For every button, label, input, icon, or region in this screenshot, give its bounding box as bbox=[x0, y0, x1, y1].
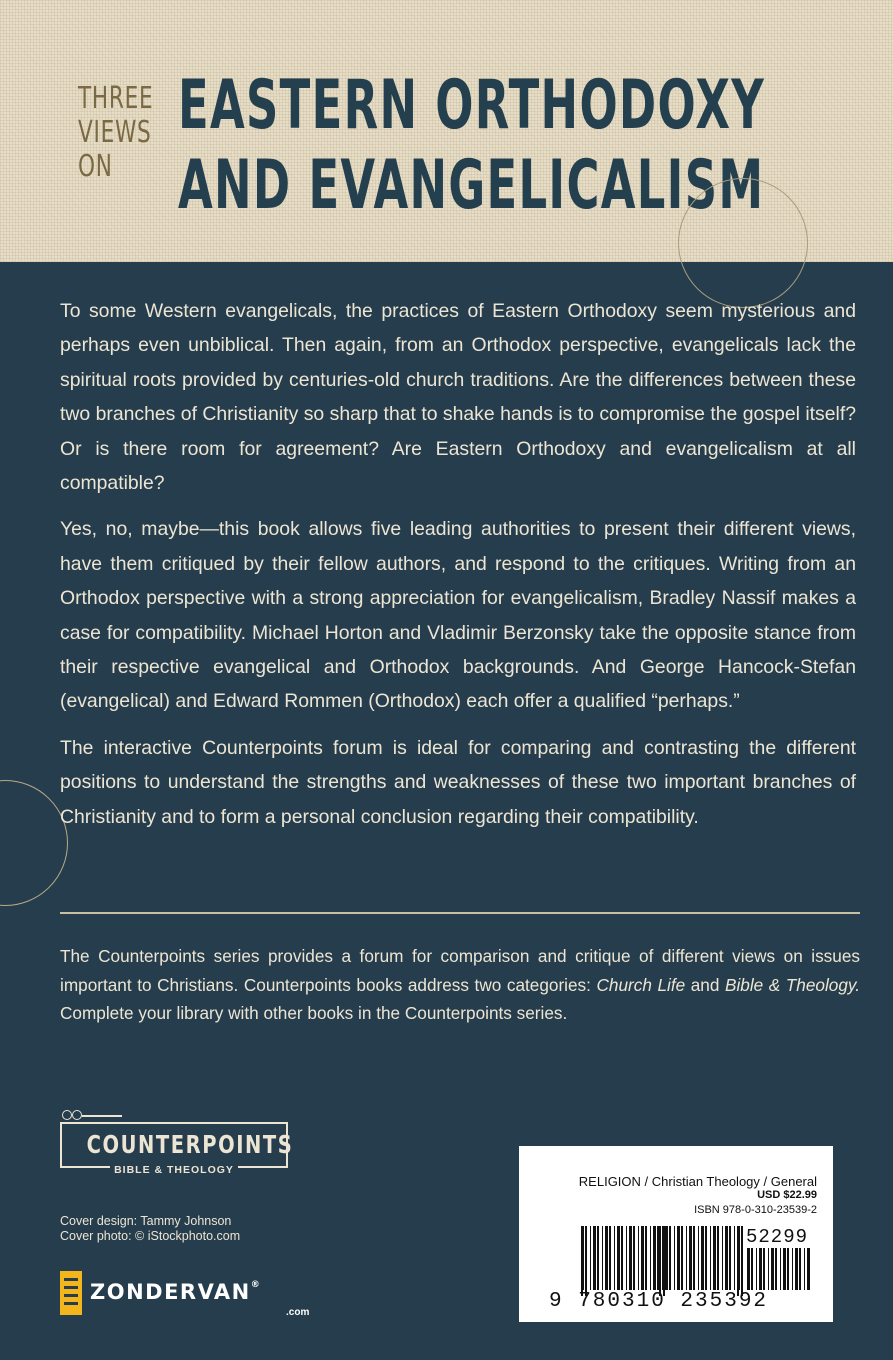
series-label-line: VIEWS bbox=[78, 115, 152, 150]
barcode-guard-bar bbox=[663, 1226, 665, 1296]
barcode-bar bbox=[693, 1226, 695, 1290]
ean-digits: 9 780310 235392 bbox=[549, 1290, 769, 1313]
barcode-bar bbox=[807, 1248, 810, 1290]
series-description bbox=[60, 942, 860, 1028]
zondervan-logo bbox=[60, 1270, 320, 1320]
barcode-bar bbox=[717, 1226, 719, 1290]
barcode-bar bbox=[662, 1226, 663, 1290]
barcode-bar bbox=[602, 1226, 603, 1290]
counterpoints-dots-icon bbox=[60, 1108, 120, 1122]
book-title-line-2: AND EVANGELICALISM bbox=[178, 146, 765, 225]
barcode-bar bbox=[759, 1248, 762, 1290]
zondervan-mark-icon bbox=[60, 1271, 82, 1315]
barcode-bar bbox=[729, 1226, 731, 1290]
barcode-bar bbox=[698, 1226, 699, 1290]
barcode-guard-bar bbox=[659, 1226, 661, 1296]
barcode-bar bbox=[621, 1226, 623, 1290]
bisac-category: RELIGION / Christian Theology / General bbox=[578, 1174, 817, 1189]
barcode-bar bbox=[756, 1248, 757, 1290]
barcode-bar bbox=[590, 1226, 591, 1290]
price-code: 52299 bbox=[746, 1226, 809, 1248]
barcode-bar bbox=[677, 1226, 680, 1290]
barcode-bar bbox=[609, 1226, 611, 1290]
description-paragraph-1: To some Western evangelicals, the practices of Eastern Orthodoxy seem mysterious and perhaps even unbiblical. Then again, from an Orthodox perspective, evangelicals lack the spiritual roots provided by centuries-old church traditions. Are the differences between these two branches of Christianity so sharp that to shake hands is to compromise the gospel itself? Or is there room for agreement? Are Eastern Orthodoxy and evangelicalism at all compatible? bbox=[60, 300, 856, 495]
counterpoints-word: COUNTERPOINTS bbox=[86, 1130, 294, 1159]
barcode-bar bbox=[710, 1226, 711, 1290]
barcode-bar bbox=[645, 1226, 647, 1290]
barcode-bar bbox=[674, 1226, 675, 1290]
series-text-end: Complete your library with other books in the Counterpoints series. bbox=[60, 1003, 568, 1023]
cover-design-credit: Cover design: Tammy Johnson bbox=[60, 1214, 232, 1228]
section-divider bbox=[60, 912, 860, 914]
price: USD $22.99 bbox=[757, 1189, 817, 1201]
barcode-guard-bar bbox=[741, 1226, 743, 1296]
description-paragraph-3: The interactive Counterpoints forum is ideal for comparing and contrasting the different positions to understand the strengths and weaknesses of these two important branches of Christianity and to form a personal conclusion regarding their compatibility. bbox=[60, 736, 856, 828]
barcode-bar bbox=[593, 1226, 596, 1290]
barcode-bar bbox=[638, 1226, 639, 1290]
cover-photo-credit: Cover photo: © iStockphoto.com bbox=[60, 1229, 241, 1243]
barcode-bar bbox=[597, 1226, 599, 1290]
series-label-line: THREE bbox=[78, 81, 154, 116]
isbn: ISBN 978-0-310-23539-2 bbox=[694, 1204, 817, 1216]
barcode-bar bbox=[768, 1248, 769, 1290]
zondervan-name: ZONDERVAN bbox=[90, 1280, 251, 1304]
series-label bbox=[78, 81, 154, 184]
barcode-bar bbox=[783, 1248, 786, 1290]
barcode-bar bbox=[751, 1248, 753, 1290]
barcode-bar bbox=[705, 1226, 707, 1290]
category-church-life: Church Life bbox=[596, 974, 686, 995]
barcode-bar bbox=[799, 1248, 801, 1290]
barcode-bar bbox=[657, 1226, 659, 1290]
barcode-bar bbox=[686, 1226, 687, 1290]
barcode-bar bbox=[763, 1248, 765, 1290]
barcode-bar bbox=[650, 1226, 651, 1290]
barcode-bar bbox=[792, 1248, 793, 1290]
barcode-bar bbox=[669, 1226, 671, 1290]
barcode-bar bbox=[617, 1226, 620, 1290]
barcode-panel bbox=[519, 1146, 833, 1322]
counterpoints-box bbox=[60, 1122, 294, 1168]
series-label-line: ON bbox=[78, 149, 113, 184]
book-title bbox=[178, 66, 772, 226]
barcode-bar bbox=[605, 1226, 608, 1290]
barcode-bar bbox=[734, 1226, 735, 1290]
barcode-bar bbox=[633, 1226, 635, 1290]
cover-credits bbox=[60, 1214, 240, 1244]
barcode-bar bbox=[713, 1226, 716, 1290]
series-text-and: and bbox=[685, 974, 725, 995]
barcode-guard-bar bbox=[737, 1226, 739, 1296]
barcode-bar bbox=[795, 1248, 798, 1290]
decorative-circle-left bbox=[0, 780, 68, 906]
barcode-bar bbox=[787, 1248, 789, 1290]
barcode-bar bbox=[747, 1248, 750, 1290]
counterpoints-subtitle-text: BIBLE & THEOLOGY bbox=[110, 1164, 238, 1176]
barcode-bar bbox=[629, 1226, 632, 1290]
barcode-bar bbox=[689, 1226, 692, 1290]
barcode-bar bbox=[725, 1226, 728, 1290]
zondervan-domain: .com bbox=[286, 1307, 310, 1318]
barcode-bar bbox=[722, 1226, 723, 1290]
barcode-bar bbox=[804, 1248, 805, 1290]
counterpoints-subtitle bbox=[60, 1164, 288, 1176]
barcode-bar bbox=[780, 1248, 781, 1290]
registered-mark: ® bbox=[250, 1280, 262, 1290]
decorative-circle-top bbox=[678, 178, 808, 308]
description-paragraph-2: Yes, no, maybe—this book allows five leading authorities to present their different views, have them critiqued by their fellow authors, and respond to the critiques. Writing from an Orthodox perspective with a strong appreciation for evangelicalism, Bradley Nassif makes a case for compatibility. Michael Horton and Vladimir Berzonsky take the opposite stance from their respective evangelical and Orthodox backgrounds. And George Hancock-Stefan (evangelical) and Edward Rommen (Orthodox) each offer a qualified “perhaps.” bbox=[60, 518, 856, 713]
description bbox=[60, 294, 856, 846]
zondervan-wordmark bbox=[90, 1280, 261, 1304]
barcode-bar bbox=[641, 1226, 644, 1290]
barcode-bar bbox=[681, 1226, 683, 1290]
barcode-bar bbox=[771, 1248, 774, 1290]
barcode-bar bbox=[614, 1226, 615, 1290]
barcode-bar bbox=[701, 1226, 704, 1290]
barcode-bar bbox=[665, 1226, 668, 1290]
series-text-start: The Counterpoints series provides a forum for comparison and critique of different views on issues important to Christians. Counterpoints books address two categories: bbox=[60, 946, 860, 995]
barcode-guard-bar bbox=[585, 1226, 587, 1296]
barcode-guard-bar bbox=[581, 1226, 583, 1296]
counterpoints-logo bbox=[60, 1108, 294, 1192]
barcode-bar bbox=[653, 1226, 656, 1290]
category-bible-theology: Bible & Theology. bbox=[724, 974, 860, 995]
book-title-line-1: EASTERN ORTHODOXY bbox=[178, 66, 766, 145]
barcode-bar bbox=[775, 1248, 777, 1290]
barcode-bar bbox=[626, 1226, 627, 1290]
